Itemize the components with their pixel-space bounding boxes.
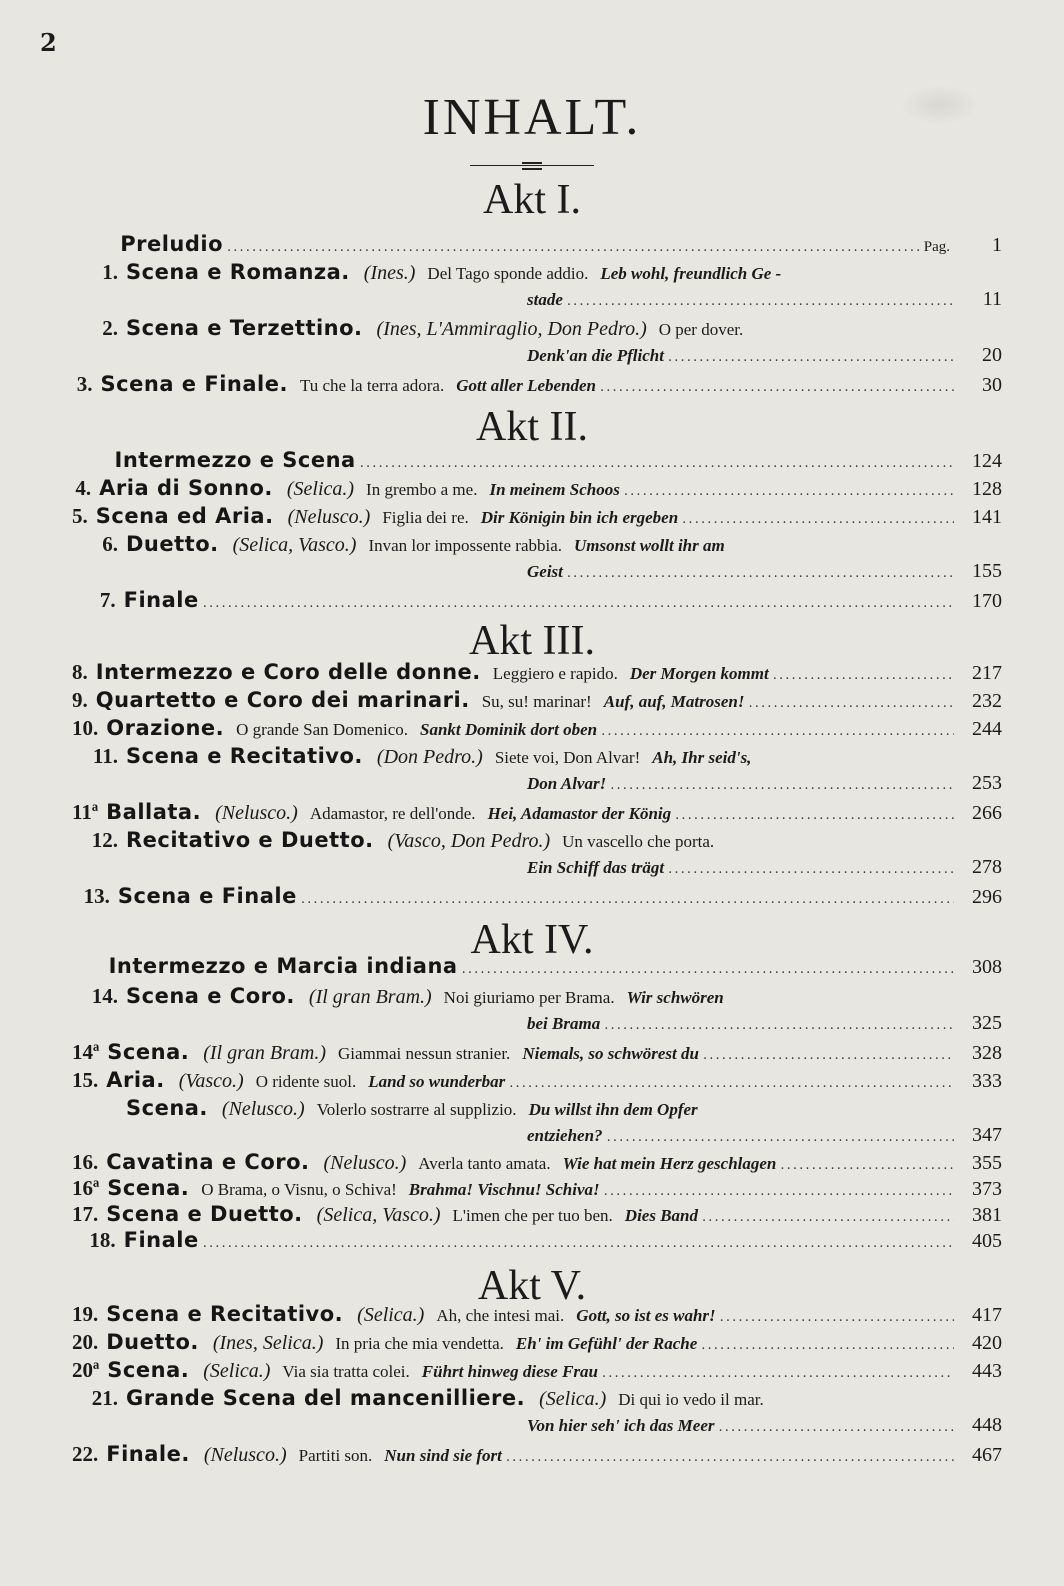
entry-number: 10.	[72, 716, 99, 740]
entry-number: 12.	[91, 828, 118, 852]
page-ref: 325	[972, 1012, 1002, 1034]
page-ref: 232	[972, 690, 1002, 712]
page-ref: 448	[972, 1414, 1002, 1436]
dot-leader	[203, 591, 954, 613]
entry-title: Intermezzo e Scena	[114, 448, 356, 472]
dot-leader	[702, 1205, 954, 1227]
entry-title: Scena e Finale	[117, 884, 297, 908]
entry-german-incipit: Der Morgen kommt	[629, 664, 769, 683]
entry-characters: (Vasco, Don Pedro.)	[387, 830, 551, 852]
entry-number: 1.	[102, 260, 118, 284]
entry-german-incipit: Gott, so ist es wahr!	[576, 1306, 716, 1325]
entry-italian-incipit: O per dover.	[658, 320, 744, 339]
entry-italian-incipit: L'imen che per tuo ben.	[452, 1206, 613, 1225]
dot-leader	[600, 375, 954, 397]
entry-number: 3.	[76, 372, 93, 396]
entry-number: 22.	[72, 1442, 99, 1466]
entry-continuation: entziehen?	[527, 1126, 603, 1145]
entry-title: Scena e Recitativo.	[126, 744, 363, 768]
toc-entry	[72, 744, 1002, 772]
entry-german-incipit: Hei, Adamastor der König	[487, 804, 672, 823]
toc-entry	[72, 1176, 1002, 1204]
toc-entry	[72, 984, 1002, 1012]
dot-leader	[301, 887, 954, 909]
entry-italian-incipit: Del Tago sponde addio.	[427, 264, 589, 283]
entry-italian-incipit: Figlia dei re.	[382, 508, 469, 527]
page-ref: 30	[982, 374, 1002, 396]
entry-number: 5.	[72, 504, 88, 528]
dot-leader	[701, 1333, 954, 1355]
page-ref: 217	[972, 662, 1002, 684]
toc-entry	[72, 1414, 1002, 1442]
dot-leader	[668, 857, 954, 879]
toc-entry	[72, 1096, 1002, 1124]
entry-german-incipit: Eh' im Gefühl' der Rache	[515, 1334, 698, 1353]
page-ref: 420	[972, 1332, 1002, 1354]
entry-title: Quartetto e Coro dei marinari.	[95, 688, 470, 712]
entry-number: 13.	[83, 884, 110, 908]
dot-leader	[624, 479, 954, 501]
entry-german-incipit: Wie hat mein Herz geschlagen	[562, 1154, 777, 1173]
entry-title: Cavatina e Coro.	[106, 1150, 310, 1174]
entry-characters: (Nelusco.)	[203, 1444, 287, 1466]
toc-entry	[72, 1068, 1002, 1096]
dot-leader	[567, 561, 954, 583]
entry-german-incipit: Wir schwören	[626, 988, 724, 1007]
entry-italian-incipit: Via sia tratta colei.	[282, 1362, 410, 1381]
entry-number: 8.	[72, 660, 88, 684]
entry-number: 14ª	[72, 1040, 100, 1064]
page-ref: 124	[972, 450, 1002, 472]
act-heading: Akt V.	[477, 1263, 587, 1309]
entry-characters: (Ines, L'Ammiraglio, Don Pedro.)	[376, 318, 647, 340]
toc-entry	[72, 1012, 1002, 1040]
entry-number: 15.	[72, 1068, 99, 1092]
entry-italian-incipit: Tu che la terra adora.	[299, 376, 445, 395]
entry-title: Scena e Terzettino.	[126, 316, 363, 340]
toc-entry	[72, 232, 1002, 260]
entry-title: Aria di Sonno.	[99, 476, 273, 500]
page-ref: 333	[972, 1070, 1002, 1092]
entry-italian-incipit: Averla tanto amata.	[418, 1154, 551, 1173]
entry-german-incipit: Dies Band	[624, 1206, 699, 1225]
dot-leader	[604, 1179, 954, 1201]
toc-entry	[72, 344, 1002, 372]
toc-entry	[72, 716, 1002, 744]
dot-leader	[602, 1361, 954, 1383]
entry-german-incipit: Gott aller Lebenden	[456, 376, 596, 395]
entry-characters: (Ines, Selica.)	[212, 1332, 324, 1354]
toc-entry	[72, 1442, 1002, 1470]
entry-italian-incipit: Noi giuriamo per Brama.	[443, 988, 615, 1007]
toc-entry	[72, 260, 1002, 288]
entry-number: 7.	[99, 588, 116, 612]
page-ref: 170	[972, 590, 1002, 612]
entry-characters: (Selica.)	[203, 1360, 271, 1382]
dot-leader	[720, 1305, 954, 1327]
dot-leader	[780, 1153, 954, 1175]
toc-entry	[72, 532, 1002, 560]
entry-number: 9.	[72, 688, 88, 712]
entry-continuation: Denk'an die Pflicht	[527, 346, 664, 365]
entry-title: Scena e Coro.	[126, 984, 295, 1008]
entry-title: Aria.	[106, 1068, 165, 1092]
entry-italian-incipit: In pria che mia vendetta.	[335, 1334, 504, 1353]
entry-title: Scena.	[107, 1040, 190, 1064]
page-ref: 155	[972, 560, 1002, 582]
toc-entry	[72, 800, 1002, 828]
entry-characters: (Don Pedro.)	[376, 746, 483, 768]
entry-title: Scena e Finale.	[100, 372, 288, 396]
page-number: 2	[40, 28, 57, 57]
toc-entry	[72, 288, 1002, 316]
entry-continuation: stade	[527, 290, 563, 309]
entry-continuation: Von hier seh' ich das Meer	[527, 1416, 715, 1435]
entry-characters: (Selica.)	[539, 1388, 607, 1410]
entry-title: Finale	[123, 1228, 199, 1252]
entry-characters: (Nelusco.)	[221, 1098, 305, 1120]
entry-italian-incipit: Adamastor, re dell'onde.	[309, 804, 476, 823]
page-ref: 373	[972, 1178, 1002, 1200]
entry-number: 6.	[102, 532, 118, 556]
entry-italian-incipit: Ah, che intesi mai.	[436, 1306, 565, 1325]
dot-leader	[610, 773, 954, 795]
entry-number: 17.	[72, 1202, 99, 1226]
toc-entry	[72, 884, 1002, 912]
entry-italian-incipit: O Brama, o Visnu, o Schiva!	[201, 1180, 397, 1199]
entry-title: Orazione.	[106, 716, 225, 740]
entry-german-incipit: Umsonst wollt ihr am	[574, 536, 725, 555]
toc-entry	[72, 588, 1002, 616]
entry-german-incipit: Land so wunderbar	[368, 1072, 506, 1091]
entry-italian-incipit: O ridente suol.	[255, 1072, 357, 1091]
page-ref: 405	[972, 1230, 1002, 1252]
toc-entry	[72, 372, 1002, 400]
page-ref: 1	[992, 234, 1002, 256]
entry-number: 11ª	[72, 800, 99, 824]
title-ornament	[470, 162, 594, 172]
dot-leader	[506, 1445, 954, 1467]
dot-leader	[703, 1043, 954, 1065]
entry-german-incipit: Leb wohl, freundlich Ge -	[600, 264, 782, 283]
page-ref: 11	[982, 288, 1002, 310]
entry-italian-incipit: Su, su! marinar!	[481, 692, 592, 711]
toc-entry	[72, 828, 1002, 856]
dot-leader	[773, 663, 954, 685]
entry-italian-incipit: O grande San Domenico.	[236, 720, 408, 739]
entry-german-incipit: Sankt Dominik dort oben	[420, 720, 598, 739]
entry-characters: (Vasco.)	[178, 1070, 244, 1092]
act-heading: Akt III.	[469, 618, 595, 664]
entry-characters: (Nelusco.)	[323, 1152, 407, 1174]
entry-number: 21.	[91, 1386, 118, 1410]
toc-entry	[72, 1228, 1002, 1256]
entry-title: Intermezzo e Coro delle donne.	[95, 660, 481, 684]
entry-italian-incipit: Di qui io vedo il mar.	[618, 1390, 764, 1409]
entry-number: 16.	[72, 1150, 99, 1174]
entry-italian-incipit: Siete voi, Don Alvar!	[494, 748, 641, 767]
page-ref: 20	[982, 344, 1002, 366]
entry-number: 18.	[89, 1228, 116, 1252]
entry-number: 20.	[72, 1330, 99, 1354]
toc-entry	[72, 560, 1002, 588]
act-heading: Akt I.	[483, 177, 581, 223]
entry-continuation: bei Brama	[527, 1014, 601, 1033]
toc-entry	[72, 1202, 1002, 1230]
dot-leader	[462, 957, 954, 979]
toc-entry	[72, 772, 1002, 800]
entry-title: Scena.	[107, 1176, 190, 1200]
entry-number: 4.	[75, 476, 92, 500]
entry-characters: (Nelusco.)	[287, 506, 371, 528]
dot-leader	[604, 1013, 954, 1035]
dot-leader	[682, 507, 954, 529]
dot-leader	[601, 719, 954, 741]
page-ref: 278	[972, 856, 1002, 878]
entry-german-incipit: Nun sind sie fort	[384, 1446, 502, 1465]
page-ref: 381	[972, 1204, 1002, 1226]
entry-german-incipit: Führt hinweg diese Frau	[421, 1362, 598, 1381]
page-ref: 244	[972, 718, 1002, 740]
page-ref: 417	[972, 1304, 1002, 1326]
entry-title: Duetto.	[126, 532, 219, 556]
toc-entry	[72, 1302, 1002, 1330]
toc-entry	[72, 1330, 1002, 1358]
dot-leader	[749, 691, 955, 713]
toc-entry	[72, 1386, 1002, 1414]
page-ref: 355	[972, 1152, 1002, 1174]
page-ref: 467	[972, 1444, 1002, 1466]
entry-german-incipit: Auf, auf, Matrosen!	[603, 692, 745, 711]
entry-german-incipit: Brahma! Vischnu! Schiva!	[408, 1180, 600, 1199]
dot-leader	[675, 803, 954, 825]
entry-title: Scena.	[126, 1096, 208, 1120]
entry-title: Scena e Romanza.	[126, 260, 350, 284]
entry-number: 11.	[92, 744, 118, 768]
entry-title: Scena.	[107, 1358, 190, 1382]
entry-characters: (Il gran Bram.)	[308, 986, 432, 1008]
toc-entry	[72, 1150, 1002, 1178]
toc-entry	[72, 688, 1002, 716]
toc-entry	[72, 504, 1002, 532]
entry-characters: (Ines.)	[363, 262, 416, 284]
toc-entry	[72, 1124, 1002, 1152]
entry-title: Finale	[123, 588, 199, 612]
entry-italian-incipit: Giammai nessun stranier.	[337, 1044, 511, 1063]
page-title: INHALT.	[422, 89, 642, 146]
entry-characters: (Selica, Vasco.)	[316, 1204, 441, 1226]
entry-title: Recitativo e Duetto.	[126, 828, 374, 852]
entry-characters: (Selica.)	[357, 1304, 425, 1326]
entry-characters: (Selica.)	[286, 478, 355, 500]
entry-italian-incipit: Invan lor impossente rabbia.	[368, 536, 563, 555]
entry-title: Scena ed Aria.	[95, 504, 274, 528]
dot-leader	[567, 289, 954, 311]
entry-italian-incipit: Partiti son.	[298, 1446, 373, 1465]
entry-title: Ballata.	[106, 800, 202, 824]
page-ref: 141	[972, 506, 1002, 528]
dot-leader	[360, 451, 954, 473]
entry-characters: (Il gran Bram.)	[203, 1042, 326, 1064]
entry-italian-incipit: Leggiero e rapido.	[492, 664, 618, 683]
dot-leader	[668, 345, 954, 367]
page-label: Pag.	[923, 239, 950, 255]
entry-number: 20ª	[72, 1358, 100, 1382]
entry-german-incipit: Ah, Ihr seid's,	[652, 748, 752, 767]
entry-continuation: Don Alvar!	[527, 774, 607, 793]
toc-entry	[72, 954, 1002, 982]
dot-leader	[719, 1415, 955, 1437]
toc-entry	[72, 856, 1002, 884]
toc-entry	[72, 476, 1002, 504]
entry-title: Preludio	[120, 232, 223, 256]
entry-number: 19.	[72, 1302, 99, 1326]
entry-german-incipit: Du willst ihn dem Opfer	[528, 1100, 698, 1119]
entry-continuation: Ein Schiff das trägt	[527, 858, 665, 877]
toc-entry	[72, 316, 1002, 344]
entry-german-incipit: Dir Königin bin ich ergeben	[480, 508, 679, 527]
page-ref: 443	[972, 1360, 1002, 1382]
act-heading: Akt IV.	[470, 917, 594, 963]
entry-italian-incipit: Volerlo sostrarre al supplizio.	[316, 1100, 517, 1119]
entry-number: 14.	[91, 984, 118, 1008]
entry-german-incipit: Niemals, so schwörest du	[522, 1044, 699, 1063]
page-ref: 347	[972, 1124, 1002, 1146]
entry-title: Scena e Duetto.	[106, 1202, 303, 1226]
page-ref: 296	[972, 886, 1002, 908]
entry-german-incipit: In meinem Schoos	[489, 480, 620, 499]
entry-characters: (Nelusco.)	[215, 802, 298, 824]
entry-title: Duetto.	[106, 1330, 199, 1354]
entry-number: 2.	[102, 316, 118, 340]
entry-title: Scena e Recitativo.	[106, 1302, 344, 1326]
entry-title: Finale.	[106, 1442, 190, 1466]
page-ref: 253	[972, 772, 1002, 794]
entry-continuation: Geist	[527, 562, 563, 581]
entry-number: 16ª	[72, 1176, 100, 1200]
entry-title: Grande Scena del mancenilliere.	[126, 1386, 526, 1410]
dot-leader	[509, 1071, 954, 1093]
page-ref: 328	[972, 1042, 1002, 1064]
toc-entry	[72, 448, 1002, 476]
toc-entry	[72, 1358, 1002, 1386]
page-ref: 128	[972, 478, 1002, 500]
toc-entry	[72, 660, 1002, 688]
toc-entry	[72, 1040, 1002, 1068]
dot-leader	[607, 1125, 954, 1147]
page-ref: 266	[972, 802, 1002, 824]
act-heading: Akt II.	[476, 404, 588, 450]
page-ref: 308	[972, 956, 1002, 978]
entry-italian-incipit: Un vascello che porta.	[562, 832, 715, 851]
dot-leader	[227, 235, 920, 257]
entry-italian-incipit: In grembo a me.	[366, 480, 478, 499]
entry-title: Intermezzo e Marcia indiana	[108, 954, 458, 978]
entry-characters: (Selica, Vasco.)	[232, 534, 357, 556]
dot-leader	[203, 1231, 954, 1253]
